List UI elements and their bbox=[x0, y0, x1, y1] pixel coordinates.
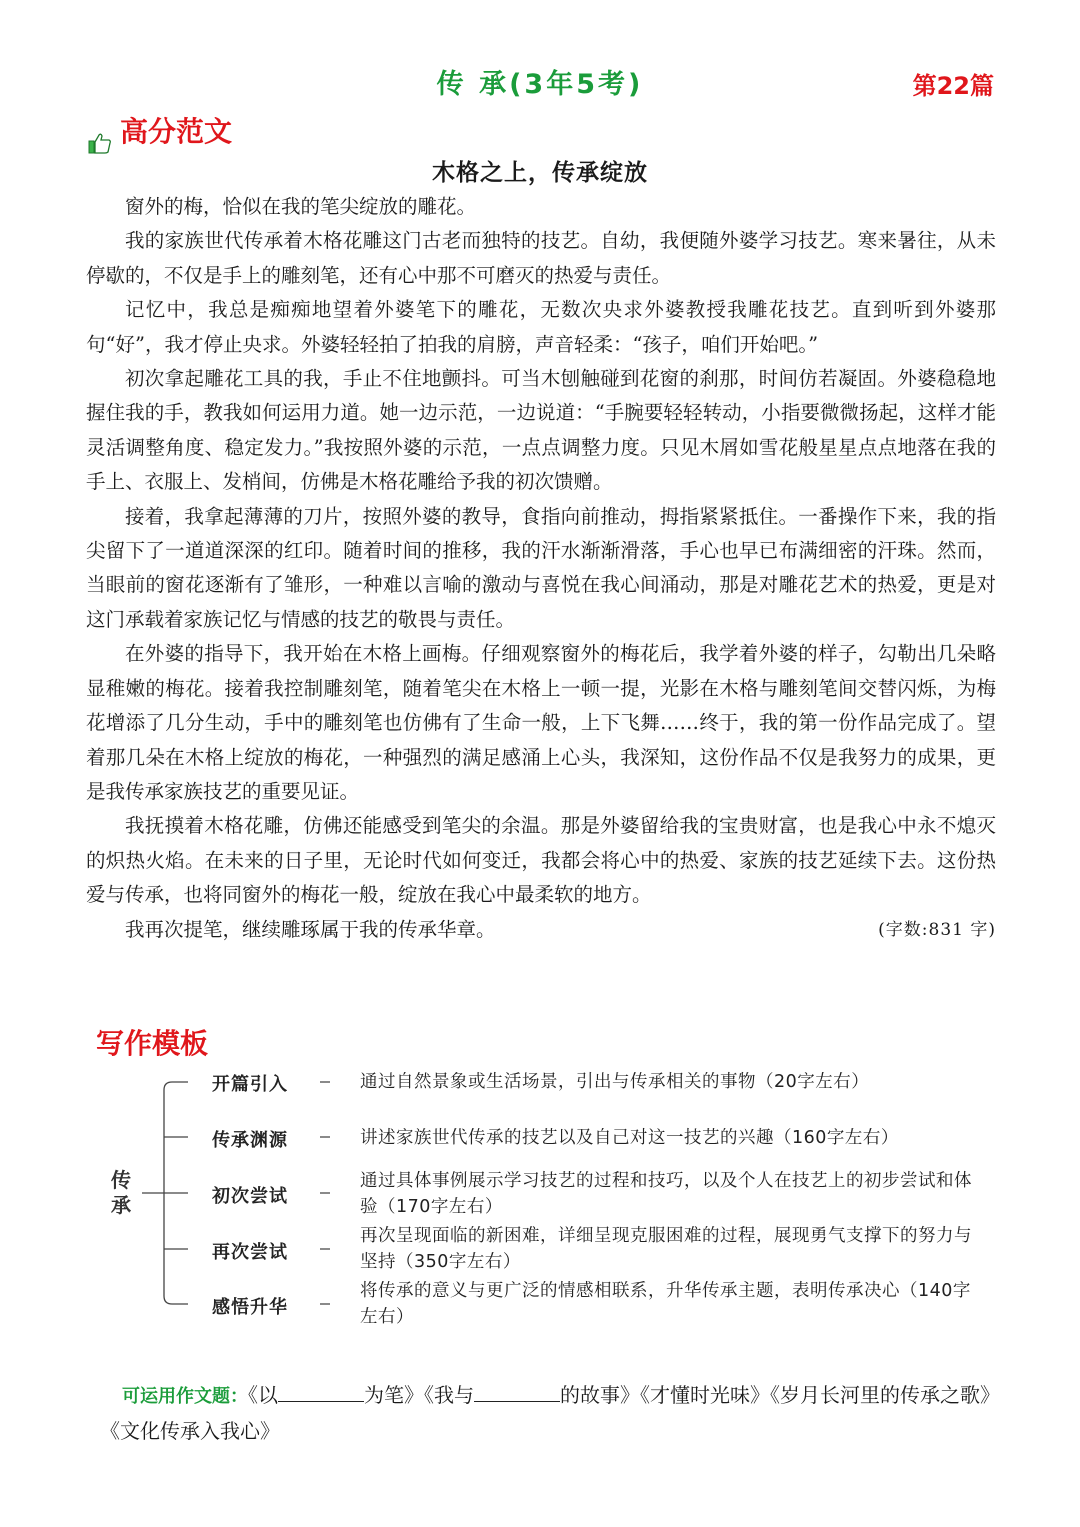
diagram-node: 初次尝试 bbox=[212, 1186, 288, 1207]
section-heading-template: 写作模板 bbox=[96, 1027, 209, 1060]
essay-title: 木格之上，传承绽放 bbox=[432, 159, 648, 186]
topic-1-prefix: 《以 bbox=[248, 1383, 278, 1407]
essay-paragraph-last bbox=[86, 913, 996, 947]
usable-topics-label: 可运用作文题： bbox=[122, 1386, 248, 1407]
diagram-node-desc: 讲述家族世代传承的技艺以及自己对这一技艺的兴趣（160字左右） bbox=[360, 1128, 899, 1148]
essay-paragraph: 在外婆的指导下，我开始在木格上画梅。仔细观察窗外的梅花后，我学着外婆的样子，勾勒出几朵略显稚嫩的梅花。接着我控制雕刻笔，随着笔尖在木格上一顿一提，光影在木格与雕刻笔间交替闪烁，为梅花增添了几分生动，手中的雕刻笔也仿佛有了生命一般，上下飞舞……终于，我的第一份作品完成了。望着那几朵在木格上绽放的梅花，一种强烈的满足感涌上心头，我深知，这份作品不仅是我努力的成果，更是我传承家族技艺的重要见证。 bbox=[86, 642, 996, 803]
diagram-node-desc: 将传承的意义与更广泛的情感相联系，升华传承主题，表明传承决心（140字左右） bbox=[360, 1281, 971, 1327]
essay-paragraph: 我的家族世代传承着木格花雕这门古老而独特的技艺。自幼，我便随外婆学习技艺。寒来暑往，从未停歇的，不仅是手上的雕刻笔，还有心中那不可磨灭的热爱与责任。 bbox=[86, 229, 996, 287]
word-count: (字数:831 字) bbox=[878, 919, 996, 940]
diagram-root: 传承 bbox=[111, 1168, 131, 1217]
diagram-node: 再次尝试 bbox=[212, 1242, 288, 1263]
other-topics: 《才懂时光味》《岁月长河里的传承之歌》《文化传承入我心》 bbox=[100, 1383, 1000, 1443]
essay-closing-line: 我再次提笔，继续雕琢属于我的传承华章。 bbox=[125, 917, 496, 941]
usable-topics bbox=[100, 1378, 1000, 1448]
essay-paragraph: 我抚摸着木格花雕，仿佛还能感受到笔尖的余温。那是外婆留给我的宝贵财富，也是我心中永不熄灭的炽热火焰。在未来的日子里，无论时代如何变迁，我都会将心中的热爱、家族的技艺延续下去。这份热爱与传承，也将同窗外的梅花一般，绽放在我心中最柔软的地方。 bbox=[86, 814, 996, 907]
section-heading-essay: 高分范文 bbox=[120, 115, 233, 148]
essay-paragraph: 初次拿起雕花工具的我，手止不住地颤抖。可当木刨触碰到花窗的刹那，时间仿若凝固。外婆稳稳地握住我的手，教我如何运用力道。她一边示范，一边说道：“手腕要轻轻转动，小指要微微扬起，这样才能灵活调整角度、稳定发力。”我按照外婆的示范，一点点调整力度。只见木屑如雪花般星星点点地落在我的手上、衣服上、发梢间，仿佛是木格花雕给予我的初次馈赠。 bbox=[86, 367, 996, 494]
article-title: 传 承(3年5考) bbox=[436, 69, 644, 100]
diagram-node: 开篇引入 bbox=[212, 1074, 288, 1095]
topic-2-prefix: 《我与 bbox=[424, 1383, 474, 1407]
thumbs-up-icon bbox=[88, 132, 112, 154]
topic-2-suffix: 的故事》 bbox=[560, 1383, 640, 1407]
writing-template-diagram bbox=[0, 1060, 1080, 1350]
essay-paragraph: 窗外的梅，恰似在我的笔尖绽放的雕花。 bbox=[125, 195, 477, 218]
essay-paragraph: 记忆中，我总是痴痴地望着外婆笔下的雕花，无数次央求外婆教授我雕花技艺。直到听到外婆那句“好”，我才停止央求。外婆轻轻拍了拍我的肩膀，声音轻柔：“孩子，咱们开始吧。” bbox=[86, 298, 996, 356]
diagram-node: 感悟升华 bbox=[212, 1297, 288, 1318]
topic-1-suffix: 为笔》 bbox=[364, 1383, 424, 1407]
diagram-node-desc: 再次呈现面临的新困难，详细呈现克服困难的过程，展现勇气支撑下的努力与坚持（350字左右） bbox=[360, 1226, 972, 1272]
fill-blank bbox=[474, 1381, 560, 1402]
fill-blank bbox=[278, 1381, 364, 1402]
essay-paragraph: 接着，我拿起薄薄的刀片，按照外婆的教导，食指向前推动，拇指紧紧抵住。一番操作下来，我的指尖留下了一道道深深的红印。随着时间的推移，我的汗水渐渐滑落，手心也早已布满细密的汗珠。然而，当眼前的窗花逐渐有了雏形，一种难以言喻的激动与喜悦在我心间涌动，那是对雕花艺术的热爱，更是对这门承载着家族记忆与情感的技艺的敬畏与责任。 bbox=[86, 504, 996, 631]
essay-body bbox=[86, 190, 996, 947]
diagram-node-desc: 通过具体事例展示学习技艺的过程和技巧，以及个人在技艺上的初步尝试和体验（170字左右） bbox=[360, 1171, 972, 1217]
article-number: 第22篇 bbox=[912, 72, 994, 100]
diagram-node-desc: 通过自然景象或生活场景，引出与传承相关的事物（20字左右） bbox=[360, 1072, 870, 1092]
diagram-node: 传承渊源 bbox=[212, 1130, 288, 1151]
